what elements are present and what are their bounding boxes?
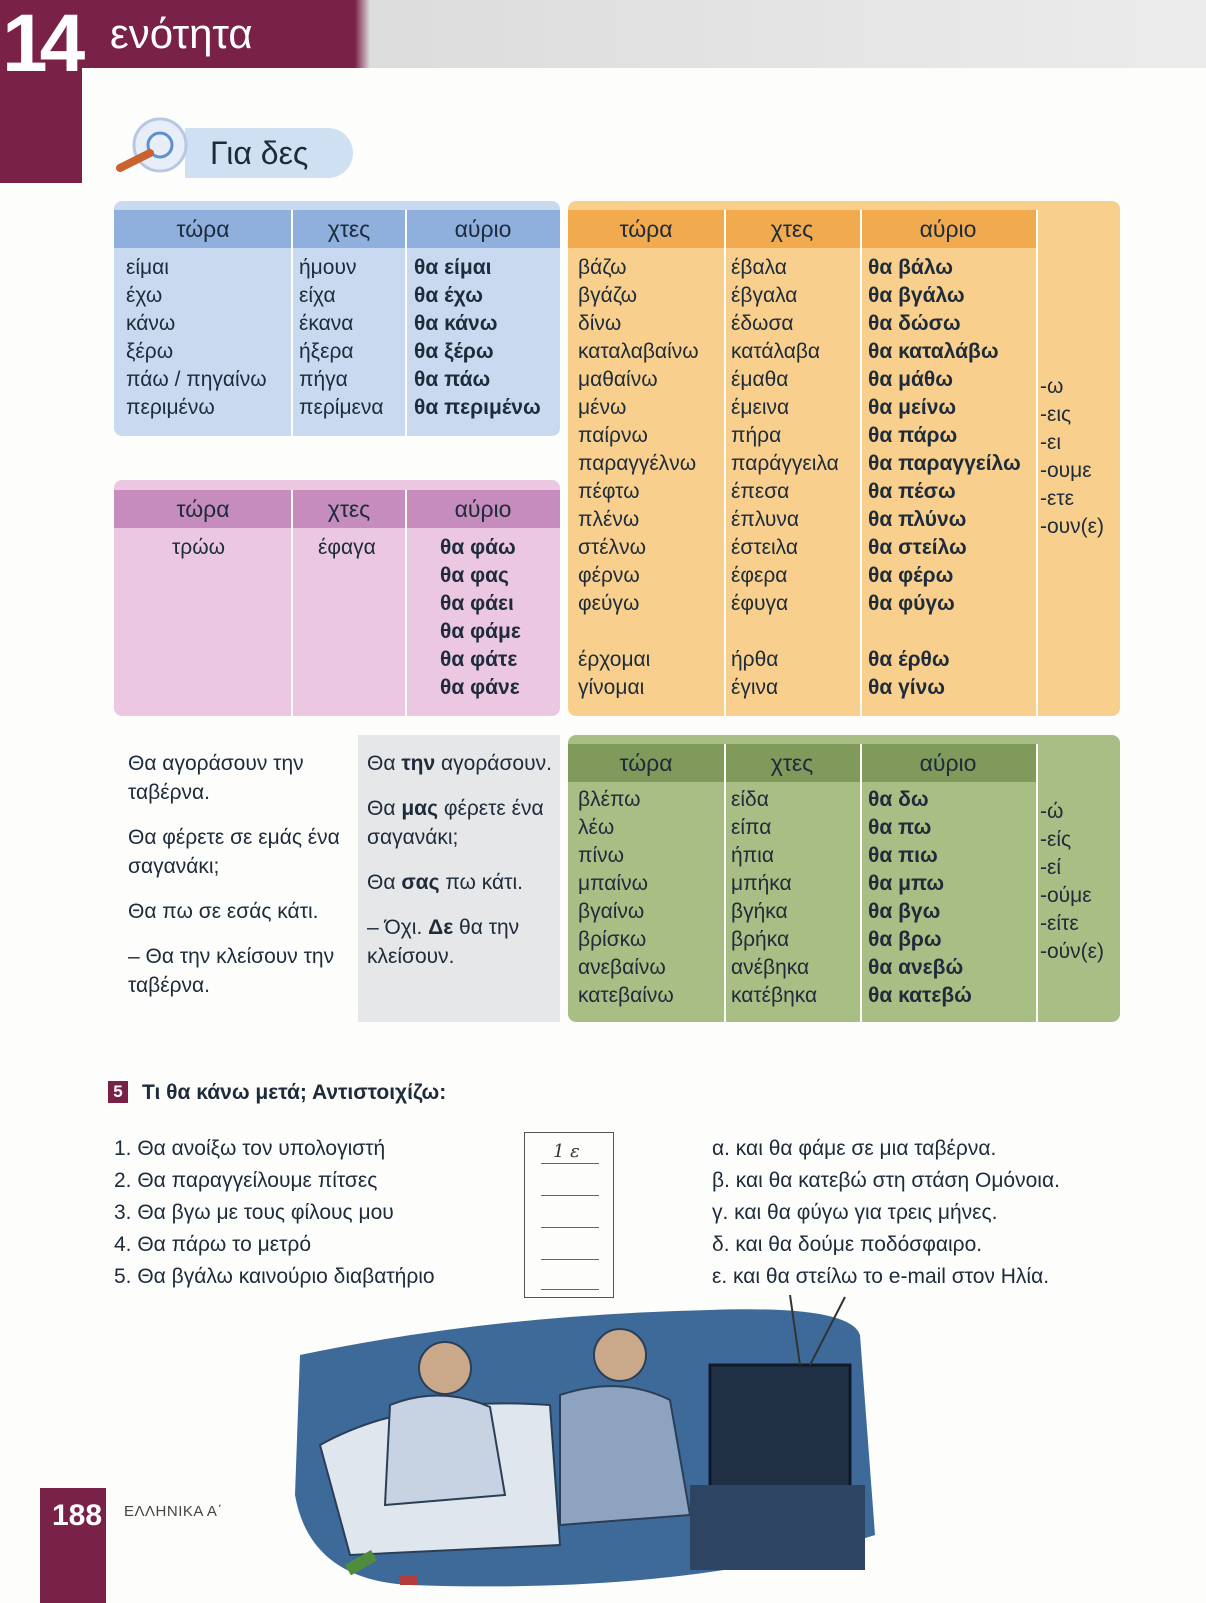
verb-now: παραγγέλνω [578,452,697,475]
sentence-left: Θα φέρετε σε εμάς ένα σαγανάκι; [128,826,340,878]
verb-past: κατάλαβα [731,340,821,363]
verb-now: έχω [126,284,163,307]
verb-past: πήρα [731,424,782,447]
verb-future: θα γίνω [868,676,946,699]
header-past: χτες [770,749,814,776]
verb-future: θα φάνε [440,676,520,699]
answer-line[interactable] [541,1195,599,1196]
verb-past: έστειλα [731,536,798,559]
verb-future: θα βάλω [868,256,953,279]
pronoun-highlight: σας [401,871,440,894]
verb-future: θα πιω [868,844,938,867]
verb-past: έφερα [731,564,788,587]
exercise-item: 2. Θα παραγγείλουμε πίτσες [114,1169,378,1192]
header-now: τώρα [176,215,230,242]
sentence-right: – Όχι. Δε θα την κλείσουν. [367,916,520,968]
verb-future: θα φάω [440,536,516,559]
verb-past: βγήκα [731,900,788,923]
endings-column [1040,373,1104,541]
verb-past: ήξερα [299,340,354,363]
ending: -είτε [1040,912,1079,935]
verb-future: θα μείνω [868,396,957,419]
verb-future: θα μπω [868,872,945,895]
verb-now: καταλαβαίνω [578,340,699,363]
verb-now: βάζω [578,256,627,279]
header-now: τώρα [176,495,230,522]
verb-past: έμεινα [731,396,790,419]
verb-now: κατεβαίνω [578,984,674,1007]
verb-past: έπλυνα [731,508,799,531]
verb-future: θα φάει [440,592,514,615]
ending: -εις [1040,403,1072,426]
pronoun-highlight: μας [401,797,438,820]
column-now [126,254,267,422]
section-title: Για δες [210,135,309,171]
verb-future: θα ανεβώ [868,956,964,979]
verb-past: έβαλα [731,256,787,279]
column-now [172,534,225,562]
exercise-item: 4. Θα πάρω το μετρό [114,1233,312,1256]
verb-past: ήπια [731,844,774,867]
verb-future: θα κατεβώ [868,984,972,1007]
verb-now: πλένω [578,508,640,531]
endings-column [1040,798,1104,966]
exercise-items [114,1133,435,1293]
verb-past: έφαγα [318,536,376,559]
verb-past: είδα [731,788,769,811]
verb-future: θα φύγω [868,592,955,615]
verb-future: θα ξέρω [414,340,494,363]
tv-watchers-illustration [290,1295,880,1603]
header-past: χτες [327,495,371,522]
column-future [868,786,972,1010]
exercise-number: 5 [108,1081,128,1103]
table-orange-header [568,210,1036,248]
divider [724,210,726,716]
verb-past: έπεσα [731,480,790,503]
verb-future: θα φέρω [868,564,954,587]
verb-future: θα είμαι [414,256,492,279]
exercise-option: γ. και θα φύγω για τρεις μήνες. [712,1201,998,1224]
verb-now: λέω [578,816,615,839]
verb-future: θα μάθω [868,368,953,391]
verb-future: θα βγω [868,900,941,923]
divider [860,744,862,1022]
book-title: ΕΛΛΗΝΙΚΑ Α΄ [124,1503,223,1520]
verb-now: κάνω [126,312,176,335]
verb-future: θα καταλάβω [868,340,999,363]
divider [1036,210,1038,716]
verb-past: περίμενα [299,396,384,419]
verb-now: ξέρω [126,340,174,363]
verb-past: πήγα [299,368,348,391]
verb-now: περιμένω [126,396,215,419]
verb-past: έδωσα [731,312,794,335]
sentence-right: Θα μας φέρετε ένα σαγανάκι; [367,797,544,849]
verb-past: είχα [299,284,336,307]
header-future: αύριο [454,495,512,522]
header-future: αύριο [454,215,512,242]
ending: -είς [1040,828,1072,851]
ending: -ουμε [1040,459,1092,482]
column-future [440,534,521,702]
verb-now: βρίσκω [578,928,647,951]
verb-now: μαθαίνω [578,368,658,391]
verb-future: θα στείλω [868,536,967,559]
verb-future: θα πάρω [868,424,958,447]
answer-line[interactable] [541,1259,599,1260]
verb-now: βγάζω [578,284,637,307]
magnifier-icon [112,113,192,181]
divider [405,490,407,716]
page-number: 188 [52,1499,103,1532]
verb-past: έκανα [299,312,354,335]
verb-now: παίρνω [578,424,648,447]
verb-now: ανεβαίνω [578,956,666,979]
verb-now: βγαίνω [578,900,645,923]
verb-future: θα πω [868,816,932,839]
verb-future: θα φάτε [440,648,518,671]
verb-future: θα περιμένω [414,396,541,419]
sentence-right: Θα σας πω κάτι. [367,871,523,894]
ending: -ούν(ε) [1040,940,1105,963]
answer-box [524,1132,614,1298]
table-green-header [568,744,1036,782]
exercise-options [712,1133,1060,1293]
column-past [318,534,376,562]
verb-now: γίνομαι [578,676,645,699]
column-now [578,254,699,702]
verb-past: έμαθα [731,368,789,391]
exercise-item: 3. Θα βγω με τους φίλους μου [114,1201,394,1224]
verb-past: έφυγα [731,592,789,615]
column-past [731,786,817,1010]
sentence-right: Θα την αγοράσουν. [367,752,552,775]
verb-future: θα βγάλω [868,284,965,307]
sentences-right [367,749,557,987]
exercise-item: 5. Θα βγάλω καινούριο διαβατήριο [114,1265,435,1288]
verb-now: φέρνω [578,564,640,587]
exercise-title [108,1081,446,1105]
column-future [868,254,1021,702]
verb-future: θα πάω [414,368,491,391]
verb-past: έβγαλα [731,284,798,307]
exercise-option: α. και θα φάμε σε μια ταβέρνα. [712,1137,997,1160]
verb-now: στέλνω [578,536,647,559]
column-now [578,786,674,1010]
verb-future: θα πλύνω [868,508,967,531]
exercise-option: β. και θα κατεβώ στη στάση Ομόνοια. [712,1169,1060,1192]
header-now: τώρα [619,749,673,776]
verb-now: πέφτω [578,480,640,503]
answer-line[interactable] [541,1163,599,1164]
ending: -ούμε [1040,884,1092,907]
column-future [414,254,541,422]
column-past [299,254,384,422]
verb-future: θα πέσω [868,480,956,503]
verb-future: θα φάμε [440,620,521,643]
verb-past: ήμουν [299,256,357,279]
sentence-left: Θα πω σε εσάς κάτι. [128,900,319,923]
verb-past: ήρθα [731,648,779,671]
exercise-title-text: Τι θα κάνω μετά; Αντιστοιχίζω: [142,1081,447,1104]
verb-past: μπήκα [731,872,792,895]
ending: -ώ [1040,800,1064,823]
divider [1036,744,1038,1022]
verb-now: πάω / πηγαίνω [126,368,267,391]
table-blue-header [114,210,560,248]
pronoun-highlight: την [401,752,436,775]
verb-past: βρήκα [731,928,790,951]
verb-future: θα δώσω [868,312,961,335]
header-future: αύριο [919,749,977,776]
verb-past: παράγγειλα [731,452,839,475]
header-future: αύριο [919,215,977,242]
verb-now: πίνω [578,844,625,867]
divider [291,210,293,436]
verb-past: κατέβηκα [731,984,818,1007]
sentences-left [128,749,348,1016]
header-past: χτες [327,215,371,242]
verb-future: θα φας [440,564,509,587]
unit-number: 14 [2,0,78,89]
header-past: χτες [770,215,814,242]
header-now: τώρα [619,215,673,242]
exercise-option: ε. και θα στείλω το e-mail στον Ηλία. [712,1265,1050,1288]
ending: -ουν(ε) [1040,515,1105,538]
ending: -ω [1040,375,1064,398]
verb-future: θα έχω [414,284,483,307]
divider [405,210,407,436]
verb-future: θα κάνω [414,312,498,335]
verb-future: θα παραγγείλω [868,452,1021,475]
table-pink-header [114,490,560,528]
verb-past: είπα [731,816,772,839]
answer-example: 1 ε [553,1141,580,1162]
answer-line[interactable] [541,1289,599,1290]
divider [291,490,293,716]
verb-now: μπαίνω [578,872,648,895]
divider [724,744,726,1022]
exercise-option: δ. και θα δούμε ποδόσφαιρο. [712,1233,983,1256]
ending: -ετε [1040,487,1075,510]
sentence-left: Θα αγοράσουν την ταβέρνα. [128,752,304,804]
verb-future: θα έρθω [868,648,950,671]
divider [860,210,862,716]
answer-line[interactable] [541,1227,599,1228]
verb-future: θα δω [868,788,929,811]
sentence-left: – Θα την κλείσουν την ταβέρνα. [128,945,335,997]
unit-label: ενότητα [110,10,253,57]
verb-past: έγινα [731,676,779,699]
pronoun-highlight: Δε [428,916,454,939]
verb-future: θα βρω [868,928,942,951]
verb-now: μένω [578,396,627,419]
verb-now: φεύγω [578,592,640,615]
verb-now: βλέπω [578,788,641,811]
column-past [731,254,839,702]
verb-now: δίνω [578,312,622,335]
ending: -εί [1040,856,1062,879]
exercise-item: 1. Θα ανοίξω τον υπολογιστή [114,1137,386,1160]
verb-now: τρώω [172,536,226,559]
verb-now: έρχομαι [578,648,651,671]
verb-past: ανέβηκα [731,956,810,979]
ending: -ει [1040,431,1062,454]
verb-now: είμαι [126,256,169,279]
